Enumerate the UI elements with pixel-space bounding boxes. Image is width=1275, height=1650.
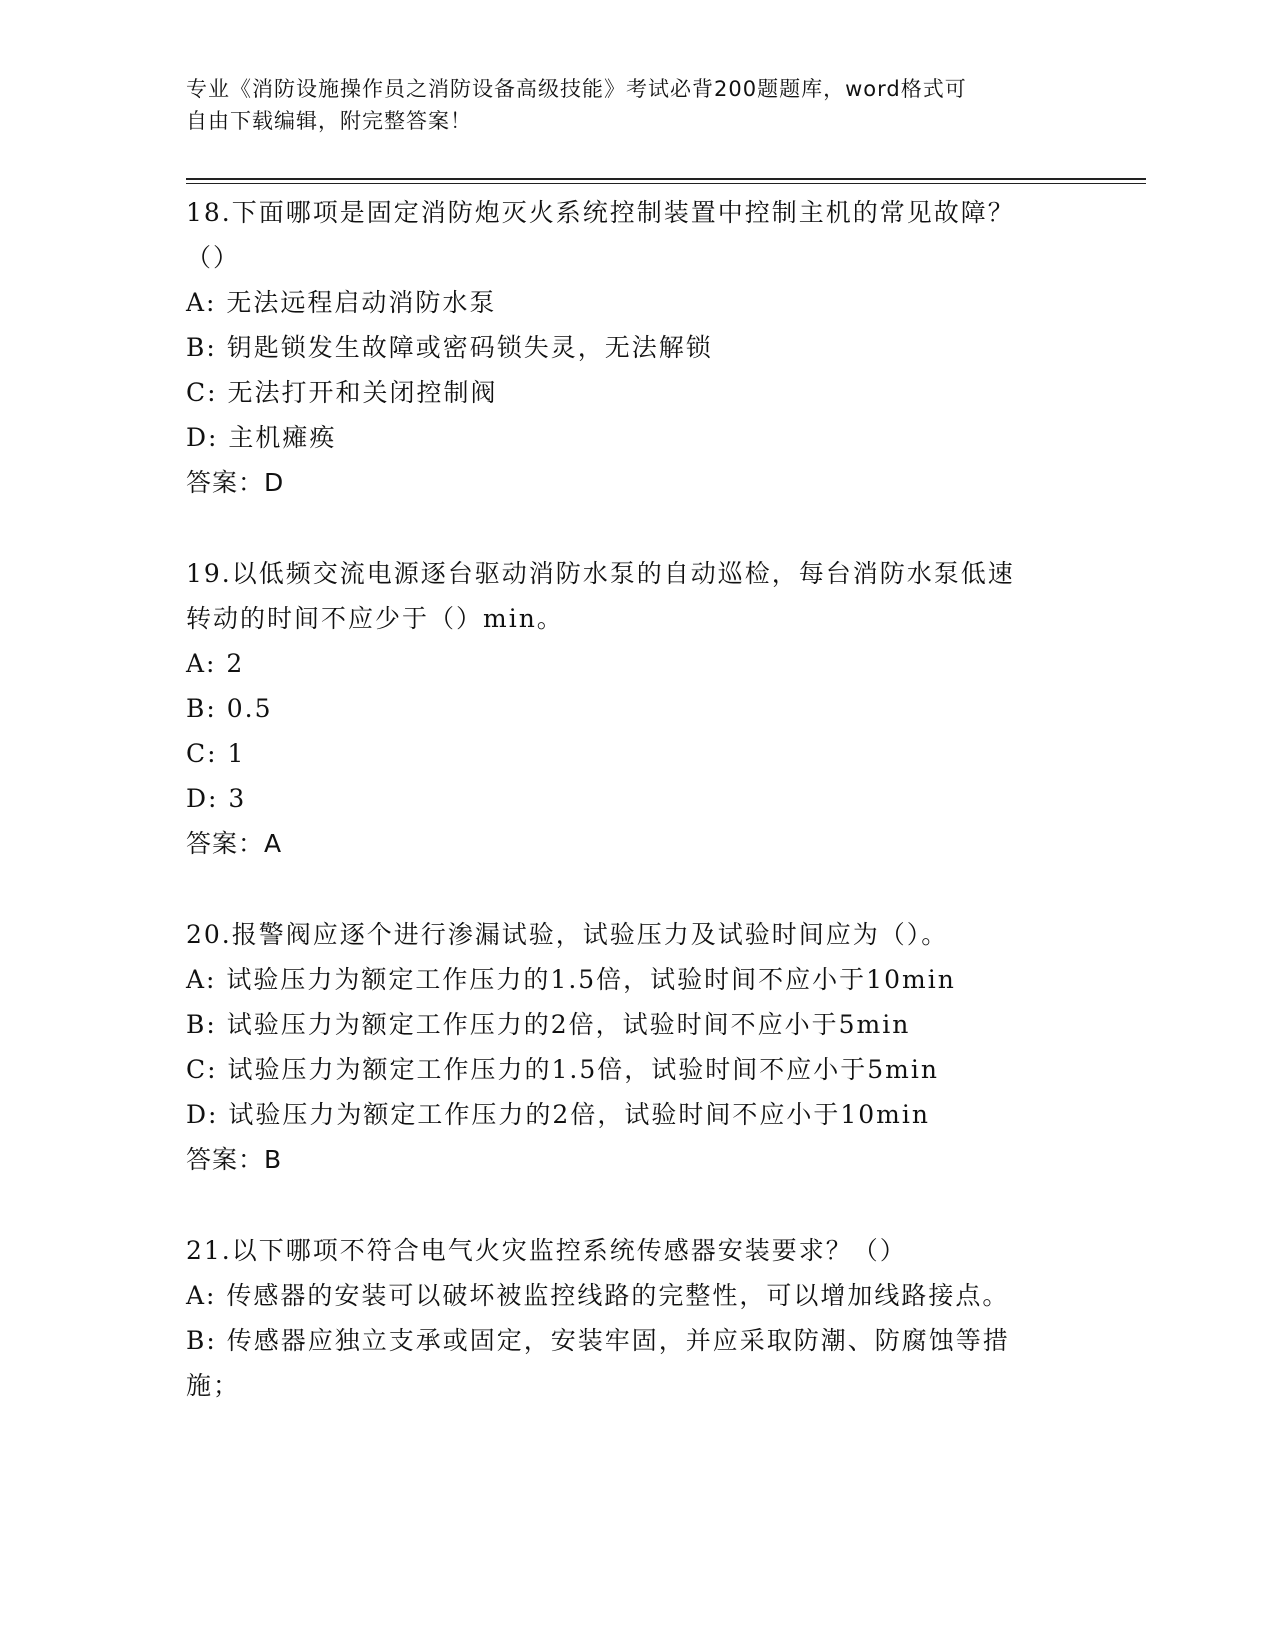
question-stem: （）	[186, 243, 241, 272]
option-a: A: 无法远程启动消防水泵	[186, 288, 497, 317]
document-header	[186, 73, 1066, 137]
question-stem: 18.下面哪项是固定消防炮灭火系统控制装置中控制主机的常见故障？	[186, 198, 1015, 227]
answer: 答案：B	[186, 1145, 283, 1174]
option-d: D: 3	[186, 784, 247, 813]
option-d: D: 主机瘫痪	[186, 423, 337, 452]
question-stem: 20.报警阀应逐个进行渗漏试验，试验压力及试验时间应为（）。	[186, 920, 949, 949]
option-c: C: 试验压力为额定工作压力的1.5倍，试验时间不应小于5min	[186, 1055, 939, 1084]
option-b: B: 钥匙锁发生故障或密码锁失灵，无法解锁	[186, 333, 713, 362]
option-c: C: 无法打开和关闭控制阀	[186, 378, 498, 407]
answer: 答案：A	[186, 829, 283, 858]
answer: 答案：D	[186, 468, 285, 497]
option-a: A: 试验压力为额定工作压力的1.5倍，试验时间不应小于10min	[186, 965, 956, 994]
option-b-continued: 施；	[186, 1371, 241, 1400]
question-stem: 19.以低频交流电源逐台驱动消防水泵的自动巡检，每台消防水泵低速	[186, 559, 1015, 588]
header-divider-thin	[186, 183, 1146, 184]
option-b: B: 试验压力为额定工作压力的2倍，试验时间不应小于5min	[186, 1010, 911, 1039]
option-b: B: 传感器应独立支承或固定，安装牢固，并应采取防潮、防腐蚀等措	[186, 1326, 1010, 1355]
header-divider-thick	[186, 178, 1146, 180]
option-c: C: 1	[186, 739, 246, 768]
question-stem: 转动的时间不应少于（）min。	[186, 604, 564, 633]
question-18	[186, 190, 1086, 505]
option-a: A: 传感器的安装可以破坏被监控线路的完整性，可以增加线路接点。	[186, 1281, 1010, 1310]
header-line-1: 专业《消防设施操作员之消防设备高级技能》考试必背200题题库，word格式可	[186, 77, 967, 101]
option-a: A: 2	[186, 649, 245, 678]
question-list	[186, 190, 1086, 1408]
question-stem: 21.以下哪项不符合电气火灾监控系统传感器安装要求？（）	[186, 1236, 907, 1265]
option-b: B: 0.5	[186, 694, 273, 723]
question-21	[186, 1228, 1086, 1408]
question-20	[186, 912, 1086, 1182]
option-d: D: 试验压力为额定工作压力的2倍，试验时间不应小于10min	[186, 1100, 930, 1129]
header-line-2: 自由下载编辑，附完整答案！	[186, 109, 472, 133]
question-19	[186, 551, 1086, 866]
